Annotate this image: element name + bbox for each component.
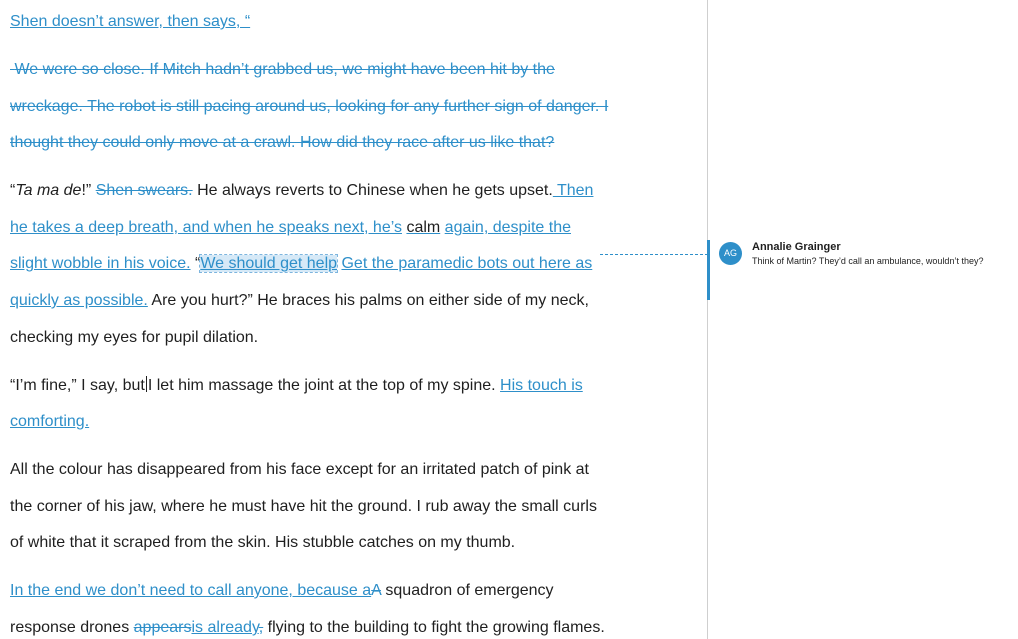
inserted-text: Get the paramedic bots out here as xyxy=(341,255,593,272)
changed-lines-bar[interactable] xyxy=(707,240,710,300)
inserted-text: is already xyxy=(191,619,259,636)
markup-pane-divider xyxy=(707,0,708,639)
inserted-text: again, despite the xyxy=(444,219,571,236)
avatar: AG xyxy=(719,242,742,265)
deleted-text: wreckage. The robot is still pacing around us, looking for any further sign of danger. I xyxy=(10,98,609,115)
body-text: checking my eyes for pupil dilation. xyxy=(10,329,259,346)
comment-author: Annalie Grainger xyxy=(752,241,841,253)
paragraph-line xyxy=(10,218,571,238)
paragraph-line xyxy=(10,497,597,517)
body-text: He always reverts to Chinese when he gets upset. xyxy=(197,182,553,199)
paragraph-line xyxy=(10,133,554,153)
paragraph-line xyxy=(10,328,258,348)
inserted-text: slight wobble in his voice. xyxy=(10,255,191,272)
body-text: !” xyxy=(81,182,92,199)
body-text: All the colour has disappeared from his face except for an irritated patch of pink at xyxy=(10,461,589,478)
inserted-text: Shen doesn’t answer, then says, “ xyxy=(10,13,251,30)
paragraph-line xyxy=(10,60,555,80)
deleted-text: appears xyxy=(133,619,192,636)
inserted-text: comforting. xyxy=(10,413,90,430)
inserted-text: he takes a deep breath, and when he speaks next, he’s xyxy=(10,219,402,236)
paragraph-line xyxy=(10,254,592,274)
inserted-text: calm xyxy=(406,219,441,236)
text-cursor xyxy=(146,376,147,392)
deleted-text: , xyxy=(258,619,264,636)
paragraph-line xyxy=(10,412,89,432)
commented-text-highlight[interactable]: We should get help xyxy=(200,255,338,272)
deleted-text: A xyxy=(371,582,381,599)
deleted-text: thought they could only move at a crawl. How did they race after us like that? xyxy=(10,134,555,151)
body-text: “ xyxy=(10,182,16,199)
paragraph-line xyxy=(10,618,605,638)
deleted-text: We were so close. If Mitch hadn’t grabbed us, we might have been hit by the xyxy=(14,61,555,78)
inserted-text: Then xyxy=(556,182,594,199)
inserted-text: In the end we don’t need to call anyone, because a xyxy=(10,582,372,599)
body-text: response drones xyxy=(10,619,130,636)
body-text: “ xyxy=(195,255,201,272)
comment-connector-line xyxy=(600,254,708,255)
paragraph-line xyxy=(10,376,583,396)
italic-text: Ta ma de xyxy=(15,182,82,199)
body-text: “I’m fine,” I say, but xyxy=(10,377,145,394)
inserted-text: His touch is xyxy=(500,377,583,394)
paragraph-line xyxy=(10,291,589,311)
deleted-text: Shen swears. xyxy=(95,182,193,199)
body-text: Are you hurt?” He braces his palms on either side of my neck, xyxy=(151,292,589,309)
body-text: flying to the building to fight the growing flames. xyxy=(267,619,605,636)
paragraph-line xyxy=(10,533,515,553)
body-text: squadron of emergency xyxy=(385,582,554,599)
paragraph-line xyxy=(10,581,554,601)
body-text: of white that it scraped from the skin. His stubble catches on my thumb. xyxy=(10,534,516,551)
body-text: the corner of his jaw, where he must have hit the ground. I rub away the small curls xyxy=(10,498,597,515)
body-text: I let him massage the joint at the top of my spine. xyxy=(147,377,496,394)
inserted-text: quickly as possible. xyxy=(10,292,148,309)
paragraph-line xyxy=(10,181,593,201)
paragraph-line xyxy=(10,97,608,117)
paragraph-line xyxy=(10,12,250,32)
comment-text[interactable]: Think of Martin? They’d call an ambulance, wouldn’t they? xyxy=(752,256,984,266)
paragraph-line xyxy=(10,460,589,480)
